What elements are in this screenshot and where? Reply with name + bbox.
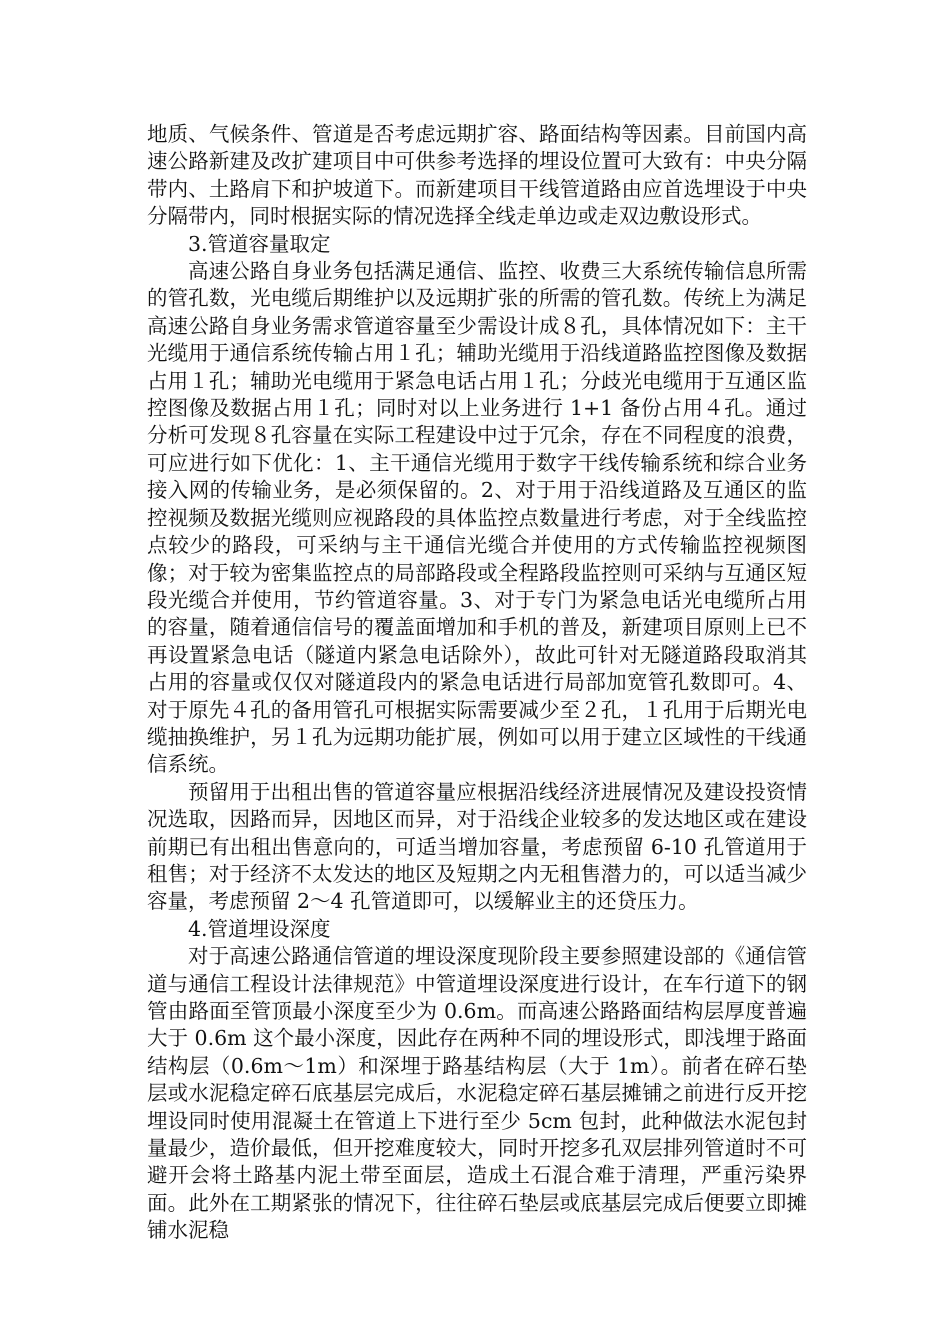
heading-burial-depth: 4.管道埋设深度 bbox=[188, 916, 331, 941]
document-body bbox=[147, 121, 807, 1245]
paragraph-siting-factors: 地质、气候条件、管道是否考虑远期扩容、路面结构等因素。目前国内高速公路新建及改扩建项目中可供参考选择的埋设位置可大致有：中央分隔带内、土路肩下和护坡道下。而新建项目干线管道路由应首选埋设于中央分隔带内，同时根据实际的情况选择全线走单边或走双边敷设形式。 bbox=[147, 122, 807, 229]
paragraph-capacity-optimization: 高速公路自身业务包括满足通信、监控、收费三大系统传输信息所需的管孔数，光电缆后期维护以及远期扩张的所需的管孔数。传统上为满足高速公路自身业务需求管道容量至少需设计成８孔，具体情况如下：主干光缆用于通信系统传输占用１孔；辅助光缆用于沿线道路监控图像及数据占用１孔；辅助光电缆用于紧急电话占用１孔；分歧光电缆用于互通区监控图像及数据占用１孔；同时对以上业务进行 1+1 备份占用４孔。通过分析可发现８孔容量在实际工程建设中过于冗余，存在不同程度的浪费，可应进行如下优化：1、主干通信光缆用于数字干线传输系统和综合业务接入网的传输业务，是必须保留的。2、对于用于沿线道路及互通区的监控视频及数据光缆则应视路段的具体监控点数量进行考虑，对于全线监控点较少的路段，可采纳与主干通信光缆合并使用的方式传输监控视频图像；对于较为密集监控点的局部路段或全程路段监控则可采纳与互通区短段光缆合并使用，节约管道容量。3、对于专门为紧急电话光电缆所占用的容量，随着通信信号的覆盖面增加和手机的普及，新建项目原则上已不再设置紧急电话（隧道内紧急电话除外），故此可针对无隧道路段取消其占用的容量或仅仅对隧道段内的紧急电话进行局部加宽管孔数即可。4、对于原先４孔的备用管孔可根据实际需要减少至２孔，１孔用于后期光电缆抽换维护，另１孔为远期功能扩展，例如可以用于建立区域性的干线通信系统。 bbox=[147, 259, 807, 777]
paragraph-reserved-capacity: 预留用于出租出售的管道容量应根据沿线经济进展情况及建设投资情况选取，因路而异，因地区而异，对于沿线企业较多的发达地区或在建设前期已有出租出售意向的，可适当增加容量，考虑预留 6-10 孔管道用于租售；对于经济不太发达的地区及短期之内无租售潜力的，可以适当减少容量，考虑预留 2～4 孔管道即可，以缓解业主的还贷压力。 bbox=[147, 779, 807, 914]
paragraph-burial-depth: 对于高速公路通信管道的埋设深度现阶段主要参照建设部的《通信管道与通信工程设计法律规范》中管道埋设深度进行设计，在车行道下的钢管由路面至管顶最小深度至少为 0.6m。而高速公路路面结构层厚度普遍大于 0.6m 这个最小深度，因此存在两种不同的埋设形式，即浅埋于路面结构层（0.6m～1m）和深埋于路基结构层（大于 1m）。前者在碎石垫层或水泥稳定碎石底基层完成后，水泥稳定碎石基层摊铺之前进行反开挖埋设同时使用混凝土在管道上下进行至少 5cm 包封，此种做法水泥包封量最少，造价最低，但开挖难度较大，同时开挖多孔双层排列管道时不可避开会将土路基内泥土带至面层，造成土石混合难于清理，严重污染界面。此外在工期紧张的情况下，往往碎石垫层或底基层完成后便要立即摊铺水泥稳 bbox=[147, 944, 807, 1243]
heading-pipe-capacity: 3.管道容量取定 bbox=[188, 231, 331, 256]
